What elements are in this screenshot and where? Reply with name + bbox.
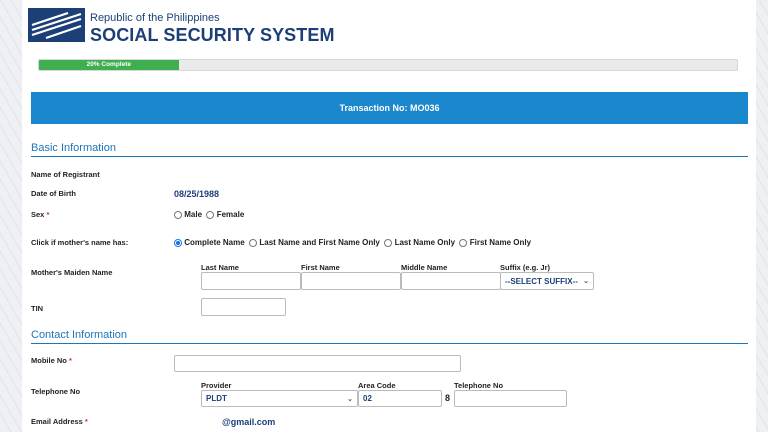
org-name-title: SOCIAL SECURITY SYSTEM: [90, 25, 335, 45]
email-domain: @gmail.com: [222, 417, 276, 427]
dob-value: 08/25/1988: [174, 189, 220, 199]
radio-first-only[interactable]: [459, 239, 467, 247]
mother-name-has-label: Click if mother's name has:: [31, 238, 129, 247]
registrant-name-label: Name of Registrant: [31, 170, 100, 179]
section-title-contact: Contact Information: [31, 329, 127, 341]
suffix-label: Suffix (e.g. Jr): [500, 263, 551, 272]
radio-last-only[interactable]: [384, 239, 392, 247]
chevron-down-icon: ⌄: [583, 278, 589, 285]
provider-label: Provider: [201, 381, 232, 390]
maiden-last-label: Last Name: [201, 263, 239, 272]
female-label: Female: [216, 210, 245, 219]
section-title-basic: Basic Information: [31, 142, 116, 154]
provider-select[interactable]: [201, 390, 358, 407]
suffix-select[interactable]: [500, 272, 594, 290]
option-last-only: Last Name Only: [394, 238, 456, 247]
maiden-middle-input[interactable]: [401, 272, 501, 290]
mobile-input[interactable]: [174, 355, 461, 372]
dob-label: Date of Birth: [31, 189, 76, 198]
radio-female[interactable]: [206, 211, 214, 219]
required-mark: *: [68, 356, 72, 365]
telephone-field-label: Telephone No: [454, 381, 504, 390]
section-divider: [31, 156, 748, 157]
mobile-label: Mobile No *: [31, 356, 72, 365]
radio-male[interactable]: [174, 211, 182, 219]
tin-label: TIN: [31, 304, 44, 313]
mother-name-radio-group: [174, 238, 531, 247]
sss-logo-icon: [28, 8, 85, 42]
male-label: Male: [184, 210, 203, 219]
maiden-last-input[interactable]: [201, 272, 301, 290]
maiden-middle-label: Middle Name: [401, 263, 448, 272]
area-code-value: 02: [363, 394, 372, 403]
chevron-down-icon: ⌄: [347, 395, 353, 403]
option-first-only: First Name Only: [469, 238, 532, 247]
maiden-name-label: Mother's Maiden Name: [31, 268, 113, 277]
section-divider: [31, 343, 748, 344]
tin-input[interactable]: [201, 298, 286, 316]
radio-complete-name[interactable]: [174, 239, 182, 247]
org-country-label: Republic of the Philippines: [90, 12, 220, 24]
registration-form-page: [22, 0, 756, 432]
required-mark: *: [84, 417, 88, 426]
required-mark: *: [46, 210, 50, 219]
telephone-prefix: 8: [445, 393, 451, 403]
option-last-first-only: Last Name and First Name Only: [259, 238, 380, 247]
telephone-label: Telephone No: [31, 387, 81, 396]
progress-fill: 20% Complete: [39, 60, 179, 70]
provider-select-value: PLDT: [206, 394, 227, 403]
maiden-first-label: First Name: [301, 263, 340, 272]
option-complete-name: Complete Name: [184, 238, 245, 247]
progress-bar: [38, 59, 738, 71]
email-label: Email Address *: [31, 417, 88, 426]
radio-last-first-only[interactable]: [249, 239, 257, 247]
area-code-input[interactable]: [358, 390, 442, 407]
sex-label: Sex *: [31, 210, 50, 219]
suffix-select-value: --SELECT SUFFIX--: [505, 276, 578, 286]
transaction-banner: Transaction No: MO036: [31, 92, 748, 124]
area-code-label: Area Code: [358, 381, 396, 390]
sex-radio-group: [174, 210, 244, 219]
telephone-input[interactable]: [454, 390, 567, 407]
maiden-first-input[interactable]: [301, 272, 401, 290]
